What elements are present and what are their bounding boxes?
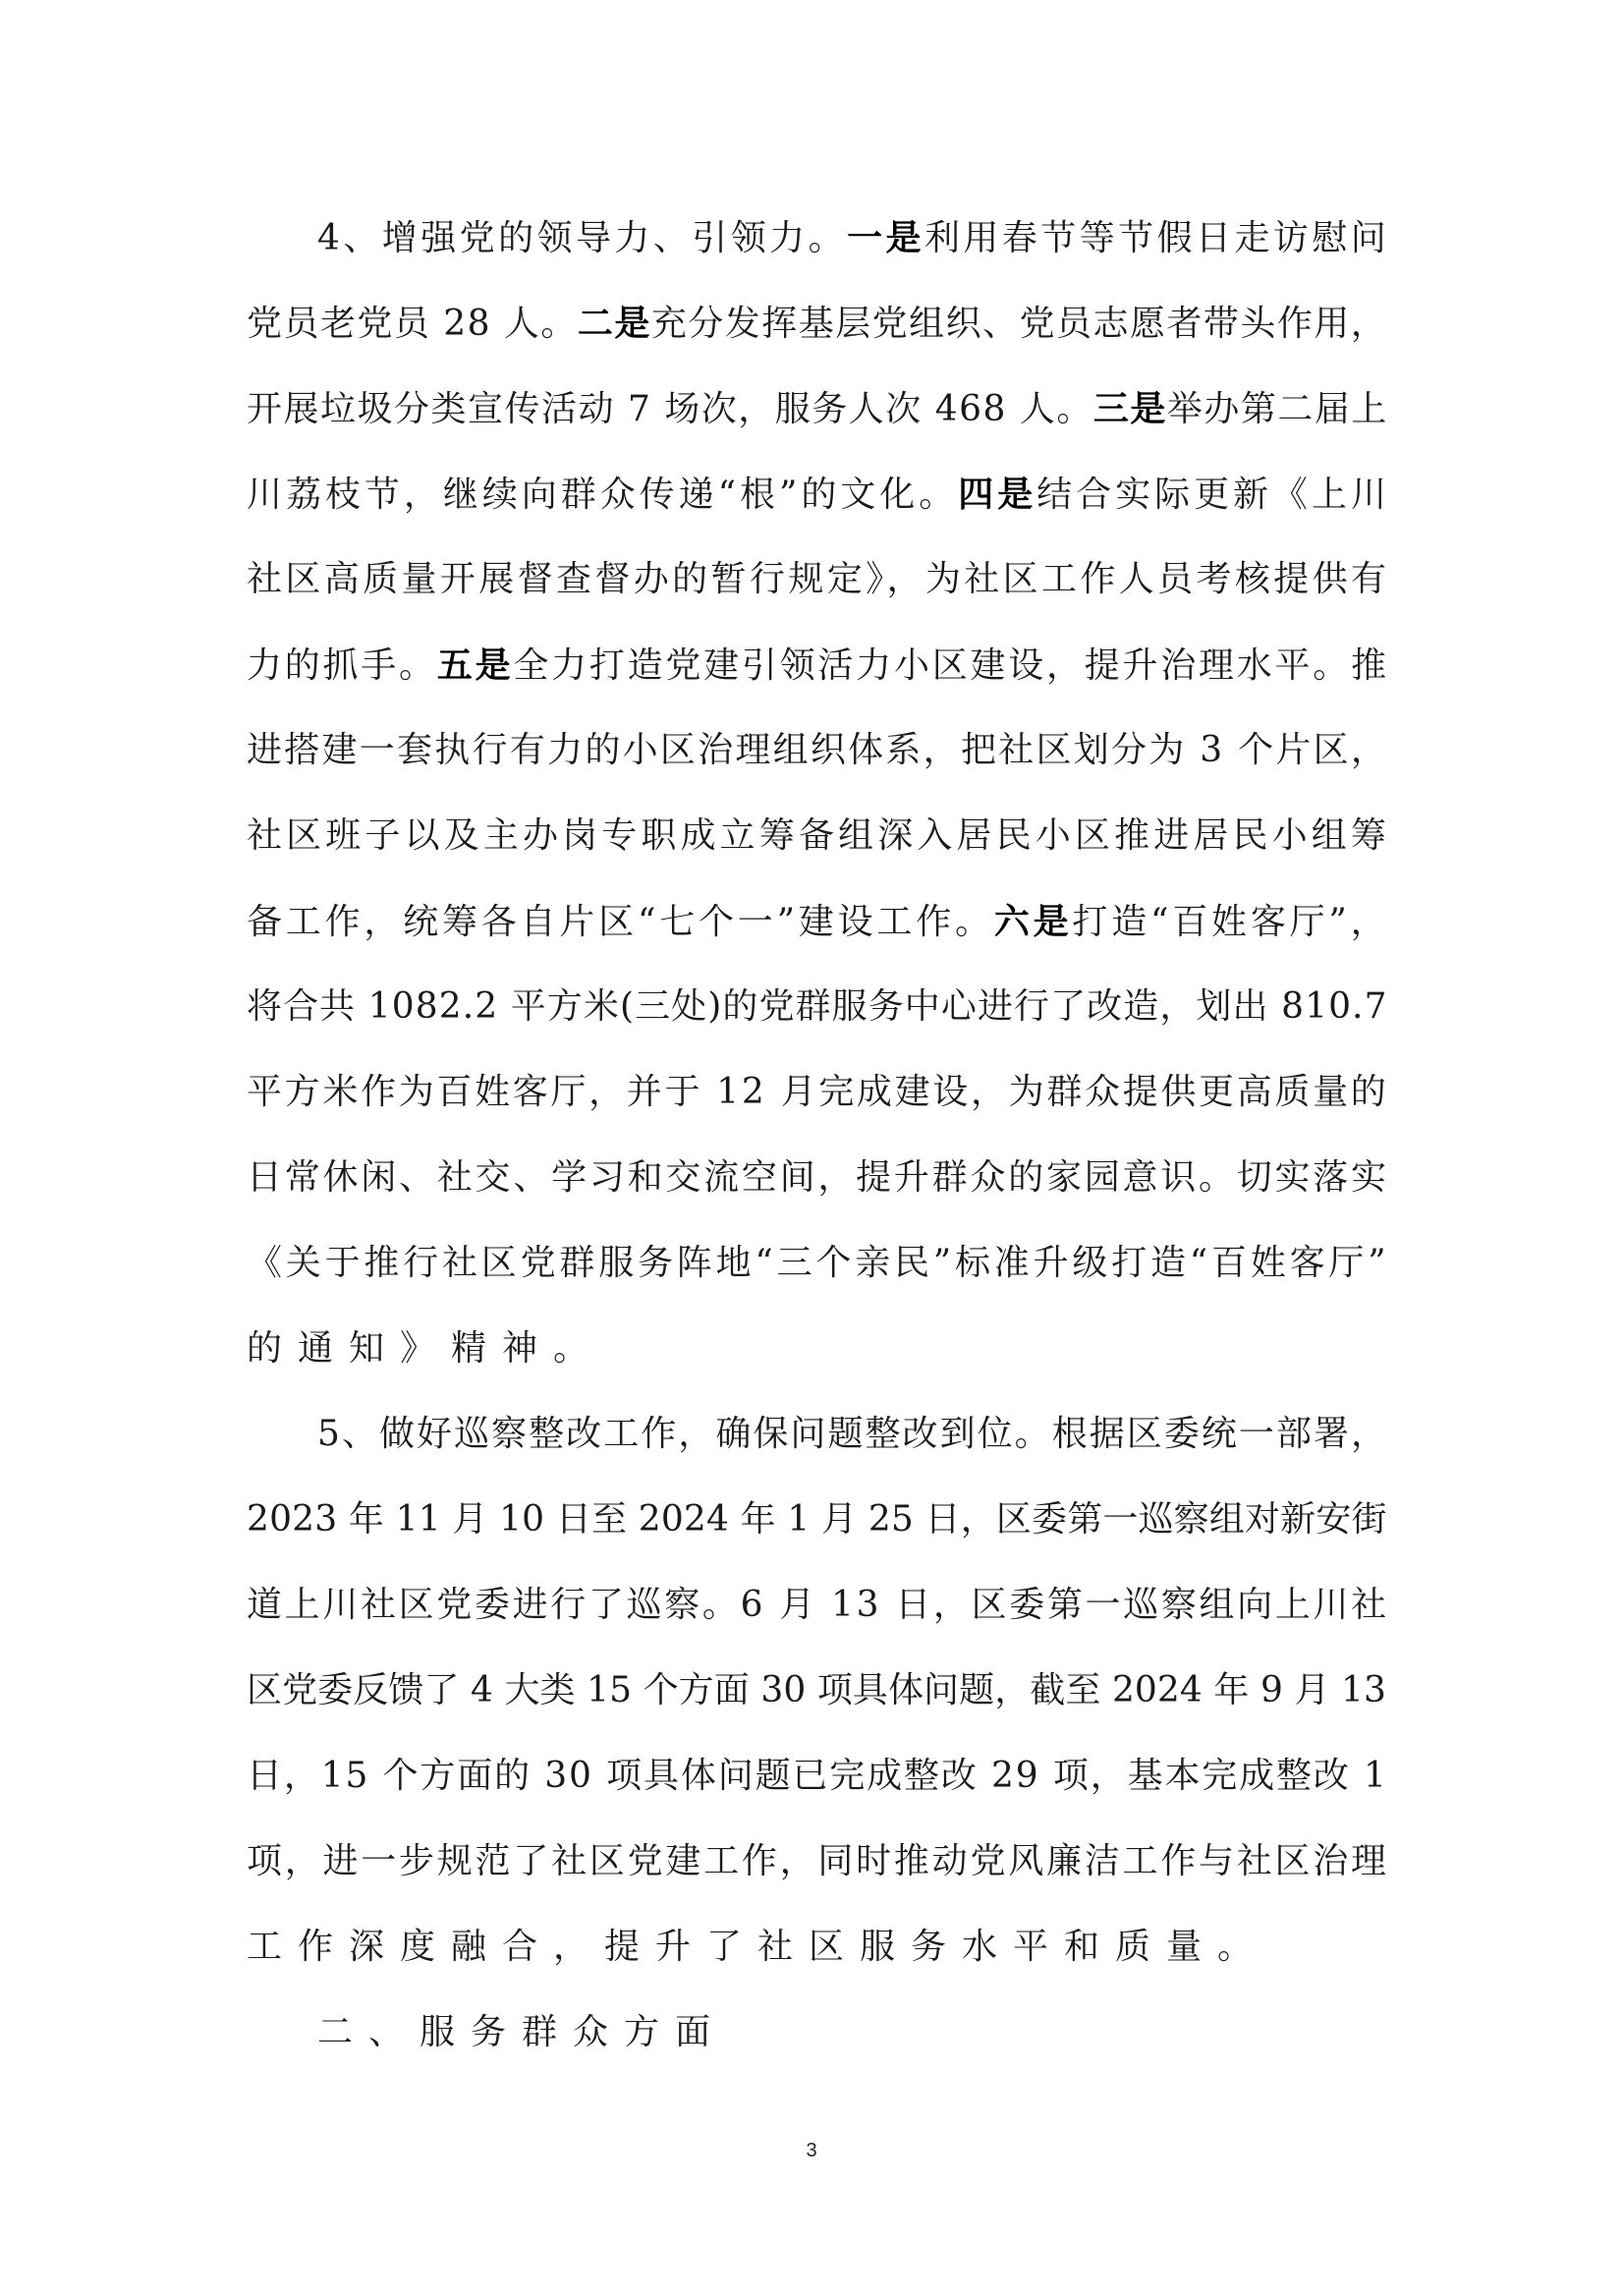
- text-segment: 党员老党员 28 人。: [247, 304, 578, 344]
- text-line: [247, 1234, 1390, 1319]
- page-number: 3: [806, 2140, 817, 2161]
- text-line: [247, 1661, 1386, 1747]
- text-line: [247, 1063, 1389, 1148]
- bold-marker: 五是: [436, 644, 514, 686]
- bold-marker: 六是: [993, 901, 1073, 942]
- text-line: [247, 1319, 1386, 1405]
- text-line: [247, 1832, 1389, 1918]
- text-line: [247, 465, 1390, 550]
- text-segment: 利用春节等节假日走访慰问: [923, 218, 1390, 258]
- text-line: [247, 1747, 1386, 1832]
- text-line: [247, 636, 1389, 721]
- text-segment: 二、服务群众方面: [317, 2012, 727, 2052]
- text-segment: 进搭建一套执行有力的小区治理组织体系，把社区划分为 3 个片区，: [247, 730, 1389, 770]
- bold-marker: 四是: [958, 474, 1037, 515]
- text-segment: 道上川社区党委进行了巡察。6 月 13 日，区委第一巡察组向上川社: [247, 1585, 1389, 1625]
- text-segment: 2023 年 11 月 10 日至 2024 年 1 月 25 日，区委第一巡察组对新安街: [247, 1499, 1387, 1540]
- text-segment: 力的抓手。: [247, 645, 437, 686]
- body-text: [247, 208, 1391, 2089]
- text-line: [247, 721, 1389, 807]
- text-segment: 开展垃圾分类宣传活动 7 场次，服务人次 468 人。: [247, 389, 1093, 429]
- text-line: [247, 294, 1386, 379]
- text-segment: 项，进一步规范了社区党建工作，同时推动党风廉洁工作与社区治理: [247, 1841, 1389, 1881]
- text-segment: 川荔枝节，继续向群众传递“根”的文化。: [247, 475, 959, 515]
- text-line: [247, 1405, 1389, 1490]
- text-segment: 结合实际更新《上川: [1036, 475, 1390, 515]
- bold-marker: 一是: [847, 217, 924, 258]
- text-segment: 日常休闲、社交、学习和交流空间，提升群众的家园意识。切实落实: [247, 1157, 1389, 1198]
- text-line: [247, 807, 1391, 892]
- text-segment: 的通知》精神。: [247, 1328, 605, 1369]
- text-segment: 社区班子以及主办岗专职成立筹备组深入居民小区推进居民小组筹: [247, 815, 1391, 856]
- text-segment: 日，15 个方面的 30 项具体问题已完成整改 29 项，基本完成整改 1: [247, 1756, 1388, 1796]
- text-line: [247, 2003, 1386, 2089]
- text-segment: 全力打造党建引领活力小区建设，提升治理水平。推: [513, 645, 1389, 686]
- text-segment: 充分发挥基层党组织、党员志愿者带头作用，: [650, 304, 1388, 344]
- text-line: [247, 379, 1386, 465]
- text-segment: 平方米作为百姓客厅，并于 12 月完成建设，为群众提供更高质量的: [247, 1072, 1389, 1112]
- text-segment: 打造“百姓客厅”，: [1072, 902, 1390, 942]
- text-line: [247, 550, 1390, 636]
- text-segment: 5、做好巡察整改工作，确保问题整改到位。根据区委统一部署，: [317, 1414, 1389, 1454]
- text-segment: 4、增强党的领导力、引领力。: [317, 218, 848, 258]
- text-segment: 举办第二届上: [1166, 389, 1388, 429]
- text-line: [247, 1918, 1386, 2003]
- text-segment: 《关于推行社区党群服务阵地“三个亲民”标准升级打造“百姓客厅”: [247, 1243, 1390, 1283]
- text-line: [247, 1490, 1386, 1576]
- bold-marker: 三是: [1092, 388, 1167, 429]
- text-line: [247, 892, 1390, 978]
- bold-marker: 二是: [577, 303, 651, 344]
- text-segment: 工作深度融合，提升了社区服务水平和质量。: [247, 1927, 1269, 1967]
- text-segment: 社区高质量开展督查督办的暂行规定》，为社区工作人员考核提供有: [247, 559, 1390, 599]
- text-segment: 区党委反馈了 4 大类 15 个方面 30 项具体问题，截至 2024 年 9 月 13: [247, 1670, 1386, 1710]
- text-segment: 将合共 1082.2 平方米(三处)的党群服务中心进行了改造，划出 810.7: [247, 986, 1388, 1027]
- text-line: [247, 978, 1386, 1063]
- text-segment: 备工作，统筹各自片区“七个一”建设工作。: [247, 902, 994, 942]
- text-line: [247, 1576, 1389, 1661]
- text-line: [247, 1148, 1389, 1234]
- text-line: [247, 208, 1390, 294]
